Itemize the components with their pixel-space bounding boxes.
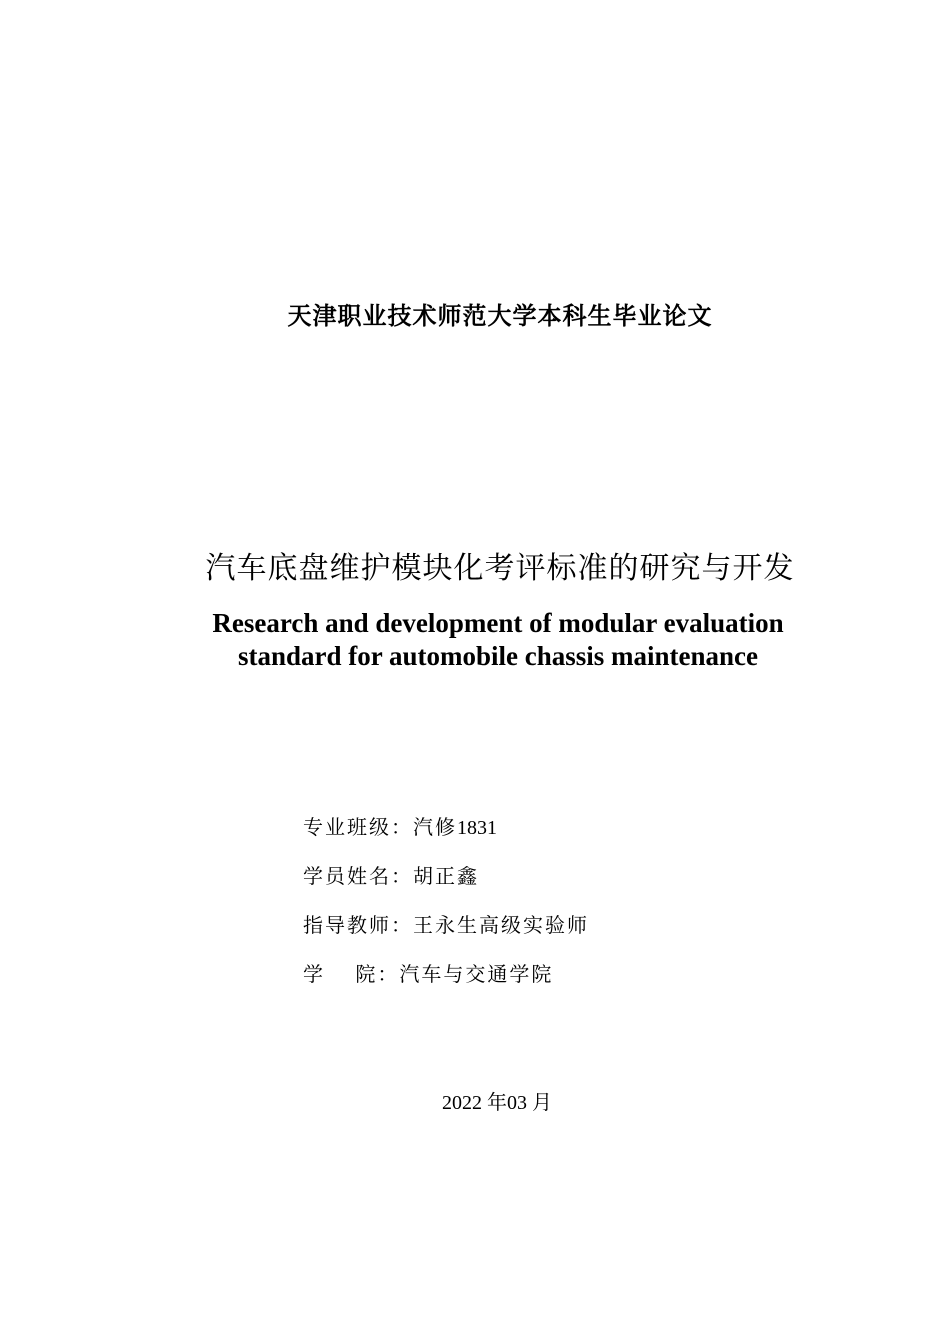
major-class-value-prefix: 汽修 xyxy=(413,815,457,839)
university-title: 天津职业技术师范大学本科生毕业论文 xyxy=(287,301,713,330)
date-year: 2022 xyxy=(442,1092,482,1114)
major-class-value-number: 1831 xyxy=(457,817,497,839)
thesis-date xyxy=(0,1086,950,1115)
thesis-info-block xyxy=(303,812,589,1008)
info-row-major-class xyxy=(303,812,589,861)
thesis-title-chinese: 汽车底盘维护模块化考评标准的研究与开发 xyxy=(205,551,795,586)
student-label: 学员姓名： xyxy=(303,864,413,888)
thesis-title-english-line1: Research and development of modular evaluation xyxy=(212,608,784,638)
college-label: 学 院： xyxy=(303,962,400,986)
info-row-advisor xyxy=(303,910,589,959)
major-class-label: 专业班级： xyxy=(303,815,413,839)
advisor-label: 指导教师： xyxy=(303,913,413,937)
advisor-value: 王永生高级实验师 xyxy=(413,913,589,937)
thesis-title-english xyxy=(0,607,950,673)
date-month-unit: 月 xyxy=(532,1092,552,1114)
student-value: 胡正鑫 xyxy=(413,864,479,888)
info-row-college xyxy=(303,959,589,1008)
date-year-unit: 年 xyxy=(487,1092,507,1114)
info-row-student xyxy=(303,861,589,910)
date-month: 03 xyxy=(507,1092,527,1114)
college-value: 汽车与交通学院 xyxy=(399,962,554,986)
thesis-title-english-line2: standard for automobile chassis maintenance xyxy=(237,641,759,671)
